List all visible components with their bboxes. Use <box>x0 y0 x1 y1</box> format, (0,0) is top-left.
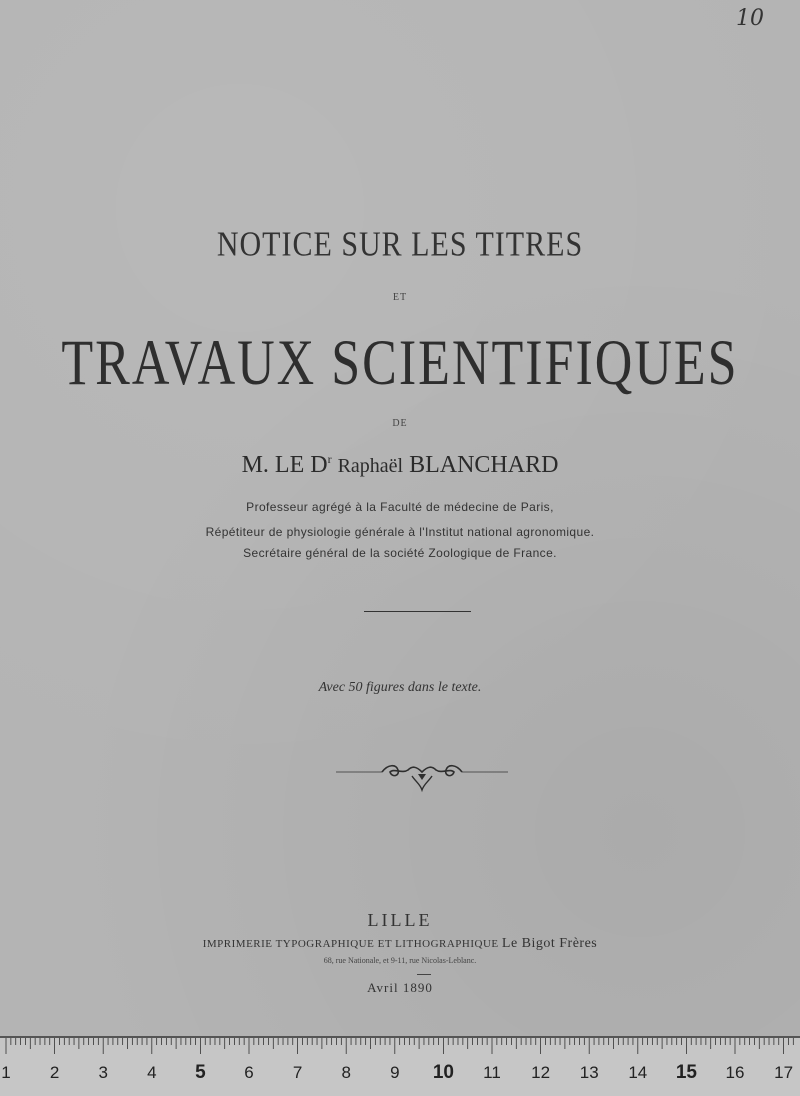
city: LILLE <box>367 910 433 930</box>
figures-note: Avec 50 figures dans le texte. <box>318 680 482 695</box>
ruler-label: 13 <box>579 1063 599 1082</box>
author-prefix-sup: r <box>327 452 332 466</box>
ruler-label: 12 <box>531 1063 551 1082</box>
title-line-1: NOTICE SUR LES TITRES <box>216 225 584 264</box>
ruler-label: 4 <box>147 1063 157 1082</box>
ruler-label: 7 <box>292 1063 303 1082</box>
measuring-ruler <box>0 1036 800 1096</box>
ruler-label: 1 <box>1 1063 11 1082</box>
ruler-label: 11 <box>483 1063 501 1082</box>
printer-address: 68, rue Nationale, et 9-11, rue Nicolas-Leblanc. <box>323 956 477 965</box>
ornament-icon <box>336 760 508 796</box>
divider-rule <box>364 611 471 612</box>
ruler-label: 14 <box>628 1063 648 1082</box>
author-first-name: Raphaël <box>337 455 404 477</box>
printer-line <box>0 936 800 952</box>
ruler-label: 3 <box>98 1063 108 1082</box>
author-last-name: BLANCHARD <box>409 452 559 478</box>
publication-date: Avril 1890 <box>367 980 433 995</box>
conjunction-et: ET <box>392 292 408 303</box>
author-prefix: M. LE D <box>241 452 328 478</box>
printer-main: IMPRIMERIE TYPOGRAPHIQUE ET LITHOGRAPHIQUE <box>202 938 499 950</box>
ruler-label: 10 <box>432 1062 454 1083</box>
ruler-label: 8 <box>341 1063 351 1082</box>
title-line-2: TRAVAUX SCIENTIFIQUES <box>61 327 739 400</box>
handwritten-page-number: 10 <box>736 6 764 31</box>
ruler-scale <box>0 1038 800 1096</box>
ruler-label: 6 <box>244 1063 254 1082</box>
affiliation-2: Répétiteur de physiologie générale à l'Institut national agronomique. <box>205 525 595 539</box>
ruler-label: 16 <box>725 1063 745 1082</box>
affiliation-3: Secrétaire général de la société Zoologique de France. <box>243 546 557 560</box>
ruler-label: 5 <box>195 1062 206 1083</box>
printer-name: Le Bigot Frères <box>501 936 598 951</box>
preposition-de: DE <box>392 418 408 429</box>
ruler-label: 15 <box>675 1062 697 1083</box>
ruler-label: 2 <box>49 1063 60 1082</box>
affiliation-1: Professeur agrégé à la Faculté de médecine de Paris, <box>246 500 554 514</box>
author-line <box>0 452 800 479</box>
ruler-label: 17 <box>774 1063 794 1082</box>
short-rule <box>417 974 431 975</box>
ruler-label: 9 <box>390 1063 400 1082</box>
